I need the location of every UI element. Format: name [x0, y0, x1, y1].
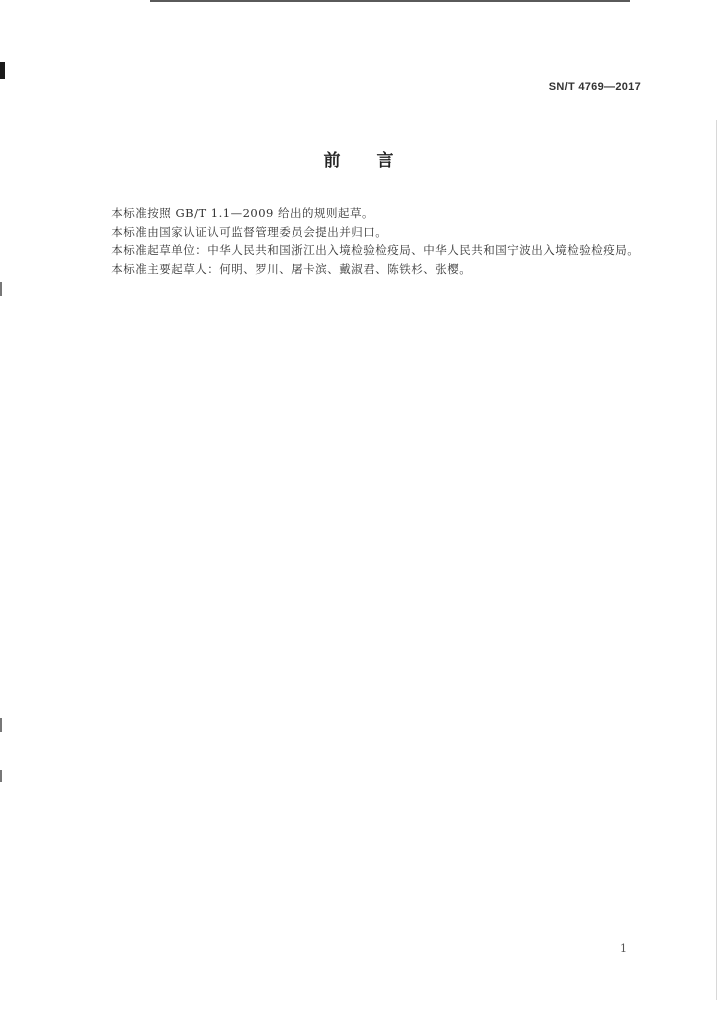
scan-binding-mark — [0, 62, 5, 79]
scan-edge-mark — [0, 718, 2, 732]
standard-number: SN/T 4769—2017 — [548, 81, 641, 93]
paragraph-drafting-rules: 本标准按照 GB/T 1.1—2009 给出的规则起草。 — [111, 206, 374, 220]
scan-edge-mark — [0, 770, 2, 782]
paragraph-drafters: 本标准主要起草人：何明、罗川、屠卡滨、戴淑君、陈铁杉、张樱。 — [111, 261, 472, 276]
paragraph-proposer: 本标准由国家认证认可监督管理委员会提出并归口。 — [111, 224, 388, 239]
scan-edge-mark — [0, 282, 2, 296]
page-number: 1 — [620, 942, 627, 955]
foreword-body — [86, 204, 642, 278]
page-title: 前言 — [323, 151, 430, 171]
scan-edge-top — [150, 0, 630, 2]
paragraph-drafting-units: 本标准起草单位：中华人民共和国浙江出入境检验检疫局、中华人民共和国宁波出入境检验检疫局。 — [111, 243, 640, 257]
